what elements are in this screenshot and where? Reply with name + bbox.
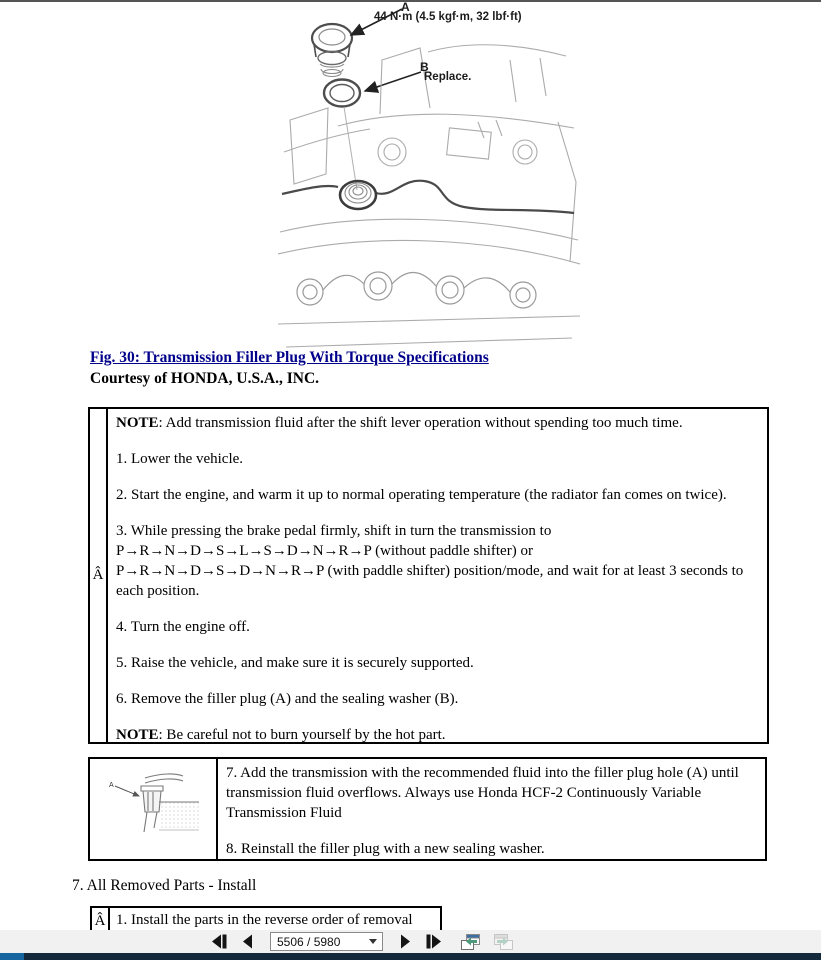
last-page-icon [425, 934, 443, 949]
replace-note: Replace. [424, 71, 472, 83]
torque-spec-text: 44 N·m (4.5 kgf·m, 32 lbf·ft) [374, 11, 522, 23]
sealing-washer-drawing [324, 80, 360, 107]
callout-b-arrow [365, 72, 421, 91]
step-5: 5. Raise the vehicle, and make sure it is securely supported. [116, 655, 474, 671]
procedure-table [88, 407, 769, 744]
next-view-icon [492, 933, 514, 951]
table-marker-cell: Â [92, 908, 110, 934]
next-page-icon [400, 934, 412, 949]
step-3-line3: P→R→N→D→S→D→N→R→P (with paddle shifter) position/mode, and wait for at least 3 seconds to each position. [116, 563, 744, 599]
page-navigation-toolbar [0, 930, 821, 953]
page-number-combobox[interactable] [270, 932, 383, 951]
step-3-line2: P→R→N→D→S→L→S→D→N→R→P (without paddle shifter) or [116, 543, 533, 559]
previous-page-icon [241, 934, 253, 949]
leader-line [344, 107, 357, 190]
callout-a-label: A [401, 0, 410, 14]
table-marker-cell: Â [90, 409, 108, 742]
note-bottom [116, 725, 761, 742]
figure-courtesy-line: Courtesy of HONDA, U.S.A., INC. [90, 370, 320, 387]
previous-view-icon [460, 933, 482, 951]
note-top [116, 413, 761, 433]
filler-hole-drawing [340, 181, 376, 209]
next-view-button[interactable] [492, 933, 514, 951]
note-label: NOTE [116, 727, 159, 742]
bolt-bosses [297, 272, 536, 308]
fill-icon-label: A [109, 782, 114, 789]
note-text: : Be careful not to burn yourself by the hot part. [158, 727, 446, 742]
engine-diagram [278, 2, 580, 348]
status-strip-accent [0, 953, 24, 960]
step-2: 2. Start the engine, and warm it up to normal operating temperature (the radiator fan comes on twice). [116, 487, 727, 503]
step-3-line1: 3. While pressing the brake pedal firmly, shift in turn the transmission to [116, 523, 552, 539]
callout-b-label: B [420, 60, 429, 74]
section-heading: 7. All Removed Parts - Install [72, 877, 257, 894]
previous-page-button[interactable] [236, 934, 258, 950]
step-8: 8. Reinstall the filler plug with a new sealing washer. [226, 841, 545, 857]
note-text: : Add transmission fluid after the shift lever operation without spending too much time. [158, 415, 683, 431]
step-4: 4. Turn the engine off. [116, 619, 250, 635]
first-page-button[interactable] [208, 934, 230, 950]
next-page-button[interactable] [395, 934, 417, 950]
note-label: NOTE [116, 415, 159, 431]
last-page-button[interactable] [423, 934, 445, 950]
filler-plug-icon [101, 766, 205, 852]
fill-icon-cell [90, 759, 218, 859]
status-strip [0, 953, 821, 960]
filler-plug-drawing [312, 24, 352, 77]
figure-caption-link[interactable]: Fig. 30: Transmission Filler Plug With Torque Specifications [90, 349, 489, 366]
previous-view-button[interactable] [460, 933, 482, 951]
page-number-input[interactable] [271, 934, 359, 949]
step-1: 1. Lower the vehicle. [116, 451, 244, 467]
step-7: 7. Add the transmission with the recommended fluid into the filler plug hole (A) until transmission fluid overflows. Always use Honda HCF-2 Continuously Variable Transmission Fluid [226, 765, 739, 821]
pipe-line [282, 181, 574, 213]
page-dropdown-arrow[interactable] [369, 939, 377, 944]
first-page-icon [210, 934, 228, 949]
fill-table [88, 757, 767, 861]
step-6: 6. Remove the filler plug (A) and the sealing washer (B). [116, 691, 459, 707]
install-step-1: 1. Install the parts in the reverse order of removal [116, 912, 413, 928]
